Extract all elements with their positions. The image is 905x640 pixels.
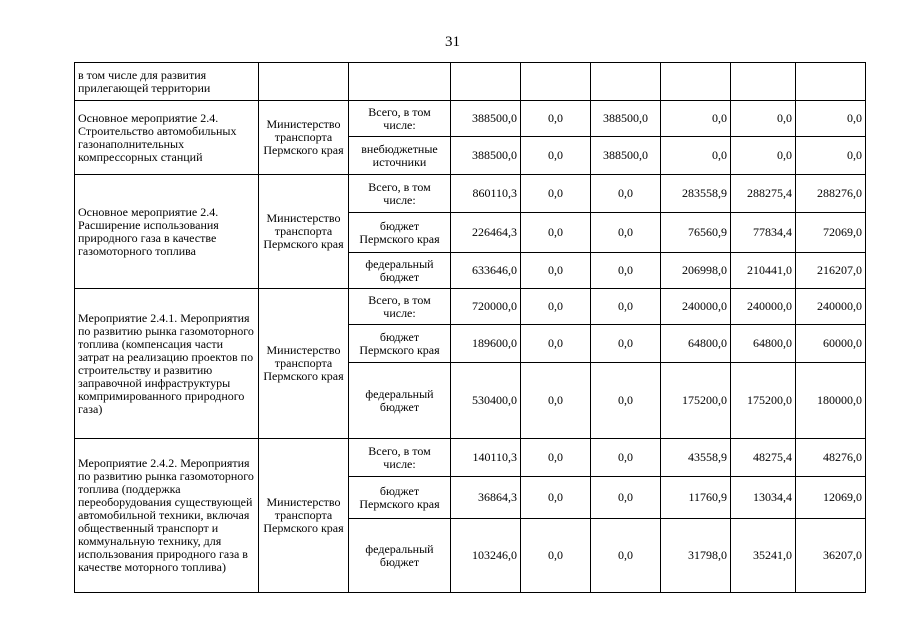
value-cell: 175200,0 (661, 363, 731, 439)
value-cell: 13034,4 (731, 477, 796, 519)
value-cell: 240000,0 (731, 289, 796, 325)
table-row (75, 439, 866, 477)
value-cell: 0,0 (591, 289, 661, 325)
executor-cell: Министерство транспорта Пермского края (259, 439, 349, 593)
value-cell: 140110,3 (451, 439, 521, 477)
value-cell: 0,0 (521, 477, 591, 519)
value-cell: 240000,0 (661, 289, 731, 325)
value-cell: 0,0 (796, 101, 866, 137)
funding-source: федеральный бюджет (349, 253, 451, 289)
value-cell: 175200,0 (731, 363, 796, 439)
value-cell: 0,0 (521, 213, 591, 253)
value-cell: 0,0 (591, 175, 661, 213)
value-cell: 0,0 (521, 101, 591, 137)
value-cell: 64800,0 (661, 325, 731, 363)
value-cell (591, 63, 661, 101)
value-cell (796, 63, 866, 101)
value-cell: 72069,0 (796, 213, 866, 253)
value-cell: 0,0 (661, 101, 731, 137)
executor-cell: Министерство транспорта Пермского края (259, 289, 349, 439)
funding-source: федеральный бюджет (349, 519, 451, 593)
value-cell: 0,0 (591, 477, 661, 519)
value-cell: 0,0 (731, 137, 796, 175)
value-cell: 530400,0 (451, 363, 521, 439)
value-cell: 860110,3 (451, 175, 521, 213)
funding-source: Всего, в том числе: (349, 101, 451, 137)
value-cell: 31798,0 (661, 519, 731, 593)
value-cell: 64800,0 (731, 325, 796, 363)
funding-source: внебюджетные источники (349, 137, 451, 175)
value-cell (451, 63, 521, 101)
value-cell: 720000,0 (451, 289, 521, 325)
value-cell: 0,0 (591, 363, 661, 439)
measure-name: Основное мероприятие 2.4. Расширение использования природного газа в качестве газомоторного топлива (75, 175, 259, 289)
value-cell: 288275,4 (731, 175, 796, 213)
value-cell: 0,0 (591, 325, 661, 363)
value-cell: 0,0 (591, 439, 661, 477)
value-cell: 48275,4 (731, 439, 796, 477)
value-cell (731, 63, 796, 101)
page-number: 31 (445, 34, 460, 50)
value-cell: 0,0 (661, 137, 731, 175)
funding-source: Всего, в том числе: (349, 439, 451, 477)
value-cell (661, 63, 731, 101)
value-cell: 0,0 (521, 175, 591, 213)
value-cell: 103246,0 (451, 519, 521, 593)
value-cell: 226464,3 (451, 213, 521, 253)
value-cell: 0,0 (591, 253, 661, 289)
measure-name: Основное мероприятие 2.4. Строительство автомобильных газонаполнительных компрессорных станций (75, 101, 259, 175)
value-cell: 288276,0 (796, 175, 866, 213)
value-cell: 283558,9 (661, 175, 731, 213)
value-cell: 0,0 (796, 137, 866, 175)
table-row (75, 175, 866, 213)
value-cell: 0,0 (521, 137, 591, 175)
value-cell: 0,0 (521, 289, 591, 325)
value-cell: 388500,0 (451, 101, 521, 137)
value-cell (521, 63, 591, 101)
value-cell: 189600,0 (451, 325, 521, 363)
funding-source: федеральный бюджет (349, 363, 451, 439)
value-cell: 210441,0 (731, 253, 796, 289)
value-cell: 633646,0 (451, 253, 521, 289)
value-cell: 388500,0 (451, 137, 521, 175)
value-cell: 43558,9 (661, 439, 731, 477)
value-cell: 35241,0 (731, 519, 796, 593)
value-cell: 388500,0 (591, 137, 661, 175)
value-cell: 11760,9 (661, 477, 731, 519)
executor-cell: Министерство транспорта Пермского края (259, 175, 349, 289)
value-cell: 0,0 (521, 325, 591, 363)
value-cell: 206998,0 (661, 253, 731, 289)
budget-table (74, 62, 866, 593)
executor-cell: Министерство транспорта Пермского края (259, 101, 349, 175)
value-cell: 77834,4 (731, 213, 796, 253)
value-cell: 0,0 (521, 439, 591, 477)
funding-source: бюджет Пермского края (349, 325, 451, 363)
value-cell: 36864,3 (451, 477, 521, 519)
value-cell: 0,0 (521, 519, 591, 593)
value-cell: 180000,0 (796, 363, 866, 439)
value-cell: 0,0 (521, 363, 591, 439)
table-row (75, 101, 866, 137)
executor-cell (259, 63, 349, 101)
value-cell: 60000,0 (796, 325, 866, 363)
value-cell: 0,0 (521, 253, 591, 289)
value-cell: 0,0 (591, 213, 661, 253)
measure-name: Мероприятие 2.4.1. Мероприятия по развитию рынка газомоторного топлива (компенсация части затрат на реализацию проектов по строительству и развитию заправочной инфраструктуры компримированного природного газа) (75, 289, 259, 439)
funding-source: бюджет Пермского края (349, 477, 451, 519)
table-body (75, 63, 866, 593)
value-cell: 0,0 (591, 519, 661, 593)
value-cell: 388500,0 (591, 101, 661, 137)
value-cell: 76560,9 (661, 213, 731, 253)
value-cell: 48276,0 (796, 439, 866, 477)
table-row (75, 63, 866, 101)
funding-source: Всего, в том числе: (349, 289, 451, 325)
funding-source: Всего, в том числе: (349, 175, 451, 213)
measure-name: в том числе для развития прилегающей территории (75, 63, 259, 101)
value-cell: 12069,0 (796, 477, 866, 519)
measure-name: Мероприятие 2.4.2. Мероприятия по развитию рынка газомоторного топлива (поддержка переоборудования существующей автомобильной техники, включая общественный транспорт и коммунальную технику, для использования природного газа в качестве моторного топлива) (75, 439, 259, 593)
value-cell: 0,0 (731, 101, 796, 137)
funding-source: бюджет Пермского края (349, 213, 451, 253)
value-cell: 240000,0 (796, 289, 866, 325)
source-cell (349, 63, 451, 101)
value-cell: 216207,0 (796, 253, 866, 289)
table-row (75, 289, 866, 325)
value-cell: 36207,0 (796, 519, 866, 593)
